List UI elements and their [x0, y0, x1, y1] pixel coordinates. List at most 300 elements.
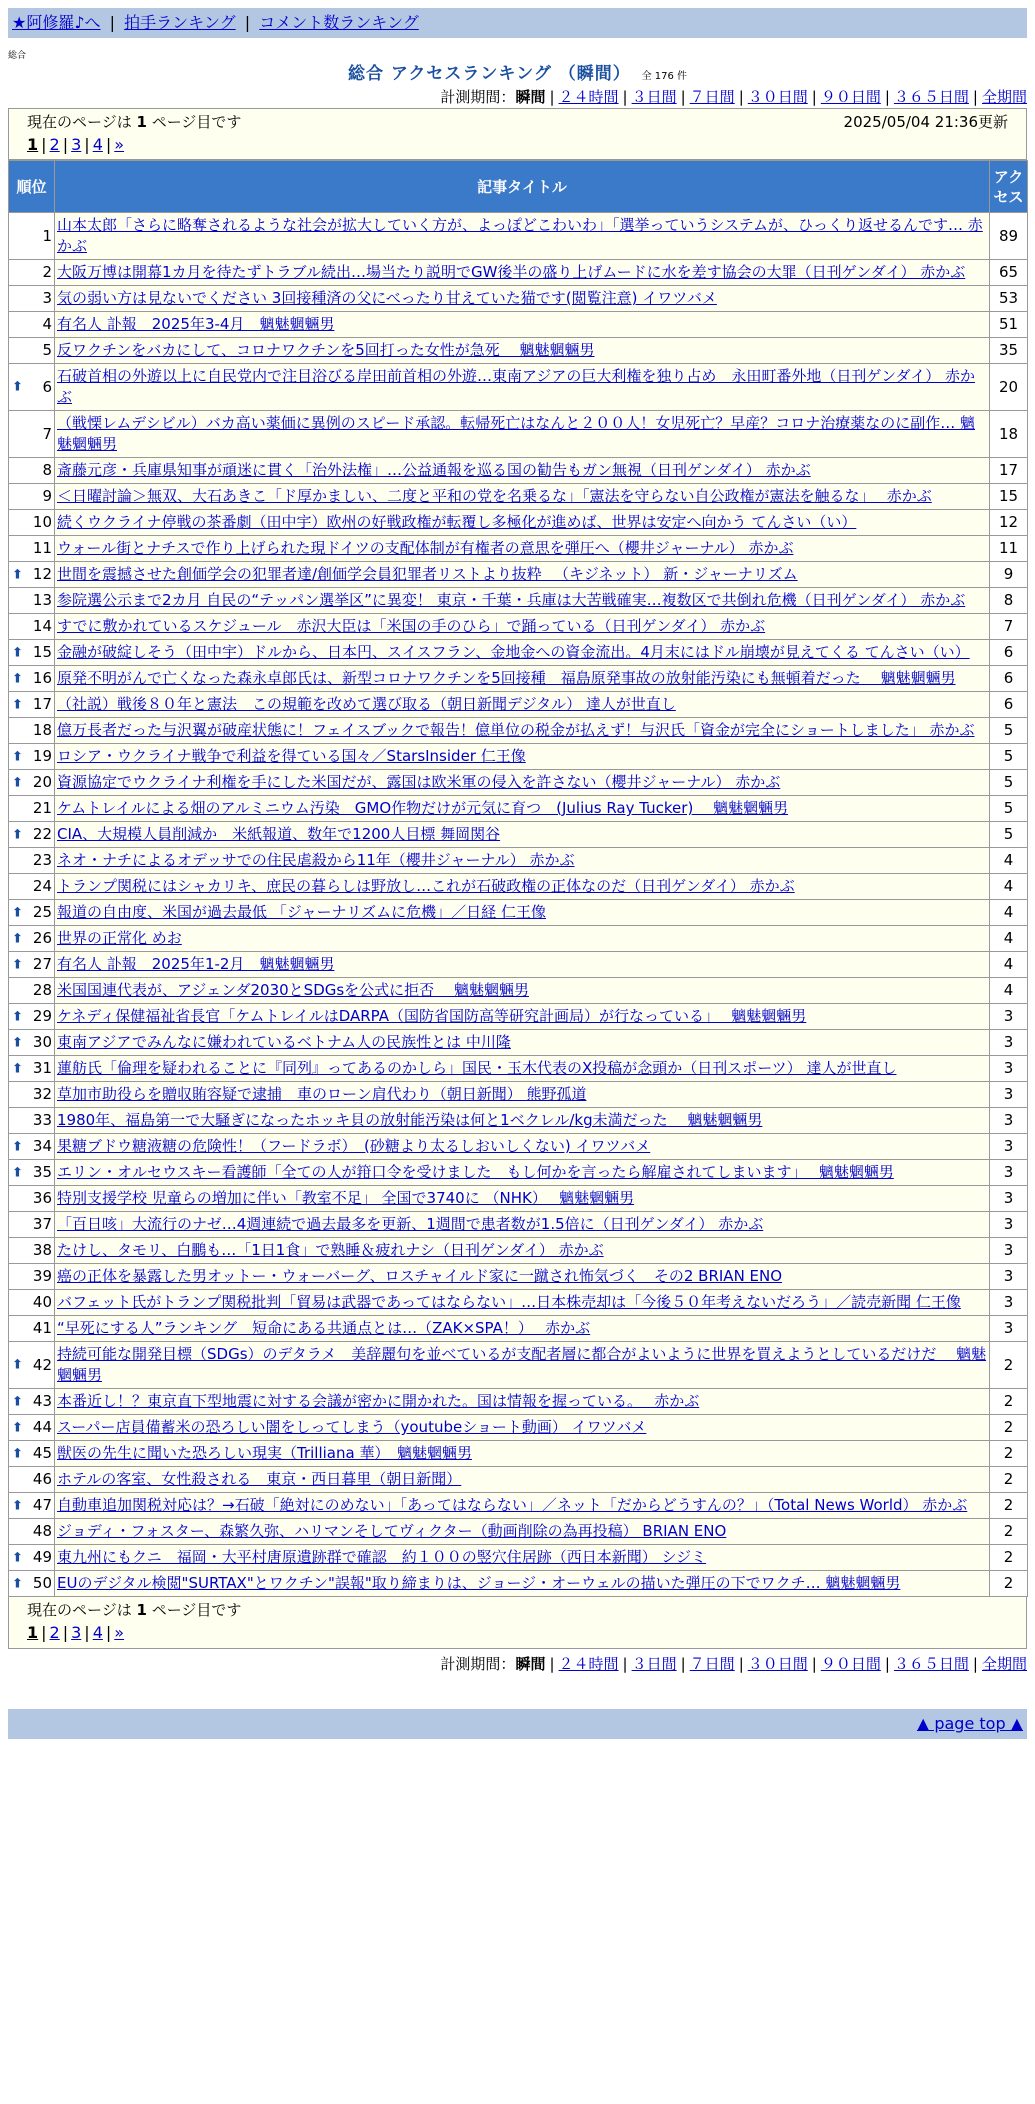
rank-cell — [9, 1415, 55, 1441]
access-count: 3 — [990, 1186, 1028, 1212]
rank-cell — [9, 364, 55, 411]
page-link[interactable]: 2 — [49, 1623, 60, 1642]
title-cell — [55, 1467, 990, 1493]
article-title-link[interactable]: “早死にする人”ランキング 短命にある共通点とは…（ZAK×SPA！） 赤かぶ — [57, 1319, 591, 1337]
rank-up-arrow-icon: ⬆ — [12, 1420, 23, 1435]
rank-number: 18 — [32, 721, 52, 739]
period-separator: | — [738, 88, 744, 106]
page-link[interactable]: 2 — [49, 135, 60, 154]
title-cell — [55, 1134, 990, 1160]
table-row — [9, 286, 1028, 312]
rank-cell — [9, 1030, 55, 1056]
table-row — [9, 1290, 1028, 1316]
table-row — [9, 770, 1028, 796]
rank-up-arrow-icon: ⬆ — [12, 1394, 23, 1409]
rank-up-arrow-icon: ⬆ — [12, 1165, 23, 1180]
table-row — [9, 312, 1028, 338]
rank-number: 47 — [32, 1496, 52, 1514]
period-selector-top — [0, 86, 1027, 108]
rank-cell — [9, 458, 55, 484]
access-count: 2 — [990, 1441, 1028, 1467]
period-option-link[interactable]: ２４時間 — [558, 1655, 619, 1673]
table-row — [9, 1264, 1028, 1290]
table-row — [9, 536, 1028, 562]
rank-cell — [9, 510, 55, 536]
article-title-link[interactable]: ケムトレイルによる畑のアルミニウム汚染 GMO作物だけが元気に育つ (Julius Ray Tucker) 魑魅魍魎男 — [57, 799, 789, 817]
updated-timestamp: 2025/05/04 21:36更新 — [843, 113, 1008, 131]
rank-number: 20 — [32, 773, 52, 791]
rank-number: 8 — [42, 461, 52, 479]
rank-cell — [9, 338, 55, 364]
title-cell — [55, 666, 990, 692]
article-title-link[interactable]: 億万長者だった与沢翼が破産状態に！フェイスブックで報告！億単位の税金が払えず！与沢氏「資金が完全にショートしました」 赤かぶ — [57, 721, 975, 739]
article-title-link[interactable]: ネオ・ナチによるオデッサでの住民虐殺から11年（櫻井ジャーナル） 赤かぶ — [57, 851, 575, 869]
table-row — [9, 796, 1028, 822]
article-title-link[interactable]: 金融が破綻しそう（田中宇）ドルから、日本円、スイスフラン、金地金への資金流出。4月末にはドル崩壊が見えてくる てんさい（い） — [57, 643, 970, 661]
access-count: 3 — [990, 1264, 1028, 1290]
rank-up-arrow-icon: ⬆ — [12, 645, 23, 660]
article-title-link[interactable]: 蓮舫氏「倫理を疑われることに『同列』ってあるのかしら」国民・玉木代表のX投稿が念頭か（日刊スポーツ） 達人が世直し — [57, 1059, 897, 1077]
rank-up-arrow-icon: ⬆ — [12, 1550, 23, 1565]
article-title-link[interactable]: 続くウクライナ停戦の茶番劇（田中宇）欧州の好戦政権が転覆し多極化が進めば、世界は安定へ向かう てんさい（い） — [57, 513, 857, 531]
rank-number: 29 — [32, 1007, 52, 1025]
period-option-link[interactable]: ３０日間 — [747, 1655, 808, 1673]
footer-bar — [8, 1709, 1027, 1739]
next-page-link[interactable]: » — [114, 1623, 125, 1642]
page-separator: | — [41, 135, 47, 154]
rank-number: 22 — [32, 825, 52, 843]
article-title-link[interactable]: 果糖ブドウ糖液糖の危険性！（フードラボ） (砂糖より太るしおいしくない) イワツバメ — [57, 1137, 651, 1155]
period-option-link[interactable]: ２４時間 — [558, 88, 619, 106]
article-title-link[interactable]: 大阪万博は開幕1カ月を待たずトラブル続出…場当たり説明でGW後半の盛り上げムードに水を差す協会の大罪（日刊ゲンダイ） 赤かぶ — [57, 263, 966, 281]
article-title-link[interactable]: 反ワクチンをバカにして、コロナワクチンを5回打った女性が急死 魑魅魍魎男 — [57, 341, 595, 359]
rank-up-arrow-icon: ⬆ — [12, 1139, 23, 1154]
rank-number: 1 — [42, 226, 52, 245]
access-count: 51 — [990, 312, 1028, 338]
rank-up-arrow-icon: ⬆ — [12, 775, 23, 790]
period-separator: | — [884, 1655, 890, 1673]
table-row — [9, 1415, 1028, 1441]
period-option-link[interactable]: 全期間 — [981, 1655, 1027, 1673]
article-title-link[interactable]: 斎藤元彦・兵庫県知事が頑迷に貫く「治外法権」…公益通報を巡る国の勧告もガン無視（日刊ゲンダイ） 赤かぶ — [57, 461, 811, 479]
access-count: 6 — [990, 640, 1028, 666]
table-row — [9, 1108, 1028, 1134]
rank-up-arrow-icon: ⬆ — [12, 749, 23, 764]
rank-up-arrow-icon: ⬆ — [12, 1035, 23, 1050]
access-count: 3 — [990, 1290, 1028, 1316]
rank-number: 45 — [32, 1444, 52, 1462]
page-separator: | — [105, 135, 112, 154]
rank-cell — [9, 1134, 55, 1160]
rank-cell — [9, 822, 55, 848]
article-title-link[interactable]: 東九州にもクニ 福岡・大平村唐原遺跡群で確認 約１００の竪穴住居跡（西日本新聞） シジミ — [57, 1548, 707, 1566]
rank-number: 38 — [32, 1241, 52, 1259]
rank-number: 28 — [32, 981, 52, 999]
period-separator: | — [811, 1655, 817, 1673]
title-cell — [55, 562, 990, 588]
title-cell — [55, 213, 990, 260]
rank-cell — [9, 1441, 55, 1467]
article-title-link[interactable]: すでに敷かれているスケジュール 赤沢大臣は「米国の手のひら」で踊っている（日刊ゲンダイ） 赤かぶ — [57, 617, 766, 635]
rank-number: 48 — [32, 1522, 52, 1540]
access-count: 4 — [990, 978, 1028, 1004]
rank-cell — [9, 692, 55, 718]
rank-cell — [9, 562, 55, 588]
page-separator: | — [84, 135, 90, 154]
period-option-link[interactable]: ３６５日間 — [893, 88, 969, 106]
rank-cell — [9, 1108, 55, 1134]
title-cell — [55, 1004, 990, 1030]
title-cell — [55, 770, 990, 796]
rank-cell — [9, 1264, 55, 1290]
ranking-table — [8, 160, 1028, 1597]
rank-cell — [9, 312, 55, 338]
article-title-link[interactable]: 有名人 訃報 2025年1-2月 魑魅魍魎男 — [57, 955, 335, 973]
access-count: 3 — [990, 1212, 1028, 1238]
rank-up-arrow-icon: ⬆ — [12, 671, 23, 686]
page-links — [27, 133, 1008, 157]
article-title-link[interactable]: 世界の正常化 めお — [57, 929, 182, 947]
title-cell — [55, 1030, 990, 1056]
rank-number: 5 — [42, 341, 52, 359]
access-count: 5 — [990, 770, 1028, 796]
rank-cell — [9, 1316, 55, 1342]
access-count: 3 — [990, 1108, 1028, 1134]
column-header-access: アクセス — [990, 161, 1028, 213]
page-status: 現在のページは 1 ページ目です — [27, 1601, 242, 1619]
rank-number: 46 — [32, 1470, 52, 1488]
period-separator: | — [680, 88, 686, 106]
table-row — [9, 1082, 1028, 1108]
article-title-link[interactable]: 草加市助役らを贈収賄容疑で逮捕 車のローン肩代わり（朝日新聞） 熊野孤道 — [57, 1085, 587, 1103]
rank-cell — [9, 1342, 55, 1389]
table-row — [9, 1056, 1028, 1082]
article-title-link[interactable]: スーパー店員備蓄米の恐ろしい闇をしってしまう（youtubeショート動画） イワツバメ — [57, 1418, 647, 1436]
rank-number: 27 — [32, 955, 52, 973]
period-label: 計測期間： — [440, 1655, 516, 1673]
table-row — [9, 1493, 1028, 1519]
title-cell — [55, 848, 990, 874]
article-title-link[interactable]: 獣医の先生に聞いた恐ろしい現実（Trilliana 華） 魑魅魍魎男 — [57, 1444, 472, 1462]
access-count: 2 — [990, 1467, 1028, 1493]
article-title-link[interactable]: 持続可能な開発目標（SDGs）のデタラメ 美辞麗句を並べているが支配者層に都合がよいように世界を買えようとしているだけだ 魑魅魍魎男 — [57, 1345, 987, 1384]
rank-number: 16 — [32, 669, 52, 687]
title-cell — [55, 1238, 990, 1264]
article-title-link[interactable]: CIA、大規模人員削減か 米紙報道、数年で1200人目標 舞岡関谷 — [57, 825, 501, 843]
title-cell — [55, 1441, 990, 1467]
category-label: 総合 — [8, 51, 27, 61]
access-count: 2 — [990, 1389, 1028, 1415]
table-row — [9, 1186, 1028, 1212]
table-row — [9, 1467, 1028, 1493]
period-separator: | — [972, 1655, 978, 1673]
access-count: 2 — [990, 1571, 1028, 1597]
table-row — [9, 1545, 1028, 1571]
page-link[interactable]: 3 — [71, 135, 82, 154]
title-cell — [55, 1316, 990, 1342]
period-option-link[interactable]: ９０日間 — [820, 88, 881, 106]
period-option-link[interactable]: ３６５日間 — [893, 1655, 969, 1673]
article-title-link[interactable]: 「百日咳」大流行のナゼ…4週連続で過去最多を更新、1週間で患者数が1.5倍に（日刊ゲンダイ） 赤かぶ — [57, 1215, 764, 1233]
nav-separator: | — [244, 13, 251, 32]
rank-cell — [9, 1467, 55, 1493]
access-count: 5 — [990, 796, 1028, 822]
article-title-link[interactable]: ジョディ・フォスター、森繁久弥、ハリマンそしてヴィクター（動画削除の為再投稿） BRIAN ENO — [57, 1522, 727, 1540]
nav-separator: | — [109, 13, 116, 32]
current-page: 1 — [27, 135, 39, 154]
article-title-link[interactable]: 石破首相の外遊以上に自民党内で注目浴びる岸田前首相の外遊…東南アジアの巨大利権を独り占め 永田町番外地（日刊ゲンダイ） 赤かぶ — [57, 367, 975, 406]
article-title-link[interactable]: 特別支援学校 児童らの増加に伴い「教室不足」 全国で3740に （NHK） 魑魅魍魎男 — [57, 1189, 635, 1207]
article-title-link[interactable]: エリン・オルセウスキー看護師「全ての人が箝口令を受けました もし何かを言ったら解雇されてしまいます」 魑魅魍魎男 — [57, 1163, 894, 1181]
article-title-link[interactable]: 東南アジアでみんなに嫌われているベトナム人の民族性とは 中川隆 — [57, 1033, 511, 1051]
title-cell — [55, 744, 990, 770]
title-cell — [55, 718, 990, 744]
article-title-link[interactable]: 参院選公示まで2カ月 自民の“テッパン選挙区”に異変！ 東京・千葉・兵庫は大苦戦確実…複数区で共倒れ危機（日刊ゲンダイ） 赤かぶ — [57, 591, 966, 609]
rank-number: 43 — [32, 1392, 52, 1410]
rank-cell — [9, 1290, 55, 1316]
table-row — [9, 744, 1028, 770]
period-option-link[interactable]: ７日間 — [689, 88, 735, 106]
access-count: 3 — [990, 1134, 1028, 1160]
access-count: 2 — [990, 1493, 1028, 1519]
article-title-link[interactable]: 世間を震撼させた創価学会の犯罪者達/創価学会員犯罪者リストより抜粋 （キジネット） 新・ジャーナリズム — [57, 565, 798, 583]
table-row — [9, 510, 1028, 536]
rank-cell — [9, 1238, 55, 1264]
rank-cell — [9, 260, 55, 286]
page-separator: | — [62, 135, 69, 154]
rank-number: 44 — [32, 1418, 52, 1436]
access-count: 17 — [990, 458, 1028, 484]
title-cell — [55, 822, 990, 848]
article-title-link[interactable]: （社説）戦後８０年と憲法 この規範を改めて選び取る（朝日新聞デジタル） 達人が世直し — [57, 695, 676, 713]
rank-number: 2 — [42, 263, 52, 281]
title-cell — [55, 1212, 990, 1238]
table-row — [9, 874, 1028, 900]
rank-up-arrow-icon: ⬆ — [12, 379, 23, 395]
article-title-link[interactable]: ウォール街とナチスで作り上げられた現ドイツの支配体制が有権者の意思を弾圧へ（櫻井ジャーナル） 赤かぶ — [57, 539, 794, 557]
article-title-link[interactable]: 資源協定でウクライナ利権を手にした米国だが、露国は欧米軍の侵入を許さない（櫻井ジャーナル） 赤かぶ — [57, 773, 781, 791]
rank-cell — [9, 411, 55, 458]
article-title-link[interactable]: 気の弱い方は見ないでください 3回接種済の父にべったり甘えていた猫です(閲覧注意) イワツバメ — [57, 289, 717, 307]
table-row — [9, 822, 1028, 848]
rank-cell — [9, 286, 55, 312]
rank-number: 33 — [32, 1111, 52, 1129]
title-cell — [55, 1389, 990, 1415]
title-cell — [55, 411, 990, 458]
page-link[interactable]: 4 — [92, 135, 103, 154]
table-row — [9, 213, 1028, 260]
table-row — [9, 1004, 1028, 1030]
page-top-link[interactable]: ▲ page top ▲ — [916, 1714, 1023, 1733]
article-title-link[interactable]: ケネディ保健福祉省長官「ケムトレイルはDARPA（国防省国防高等研究計画局）が行なっている」 魑魅魍魎男 — [57, 1007, 807, 1025]
access-count: 3 — [990, 1056, 1028, 1082]
ranking-title-row — [0, 62, 1035, 86]
rank-number: 13 — [32, 591, 52, 609]
article-title-link[interactable]: 1980年、福島第一で大騒ぎになったホッキ貝の放射能汚染は何と1ベクレル/kg未満だった 魑魅魍魎男 — [57, 1111, 763, 1129]
title-cell — [55, 312, 990, 338]
rank-number: 24 — [32, 877, 52, 895]
table-row — [9, 411, 1028, 458]
table-row — [9, 718, 1028, 744]
period-option-link[interactable]: ３日間 — [631, 88, 677, 106]
table-row — [9, 978, 1028, 1004]
rank-cell — [9, 718, 55, 744]
title-cell — [55, 926, 990, 952]
rank-cell — [9, 614, 55, 640]
title-cell — [55, 692, 990, 718]
article-title-link[interactable]: ロシア・ウクライナ戦争で利益を得ている国々／StarsInsider 仁王像 — [57, 747, 526, 765]
clap-ranking-link[interactable]: 拍手ランキング — [124, 13, 236, 32]
table-row — [9, 952, 1028, 978]
rank-number: 10 — [32, 513, 52, 531]
title-cell — [55, 614, 990, 640]
title-cell — [55, 978, 990, 1004]
table-row — [9, 614, 1028, 640]
page-separator: | — [41, 1623, 47, 1642]
article-title-link[interactable]: ＜日曜討論＞無双、大石あきこ「ド厚かましい、二度と平和の党を名乗るな」「憲法を守らない自公政権が憲法を触るな」 赤かぶ — [57, 487, 932, 505]
article-title-link[interactable]: 原発不明がんで亡くなった森永卓郎氏は、新型コロナワクチンを5回接種 福島原発事故の放射能汚染にも無頓着だった 魑魅魍魎男 — [57, 669, 956, 687]
page-link[interactable]: 3 — [71, 1623, 82, 1642]
period-option-link[interactable]: ７日間 — [689, 1655, 735, 1673]
period-option-link[interactable]: ９０日間 — [820, 1655, 881, 1673]
access-count: 5 — [990, 744, 1028, 770]
table-row — [9, 338, 1028, 364]
rank-cell — [9, 1186, 55, 1212]
title-cell — [55, 1056, 990, 1082]
access-count: 18 — [990, 411, 1028, 458]
rank-cell — [9, 588, 55, 614]
page-link[interactable]: 4 — [92, 1623, 103, 1642]
rank-number: 35 — [32, 1163, 52, 1181]
table-row — [9, 666, 1028, 692]
rank-number: 37 — [32, 1215, 52, 1233]
title-cell — [55, 1519, 990, 1545]
title-cell — [55, 1571, 990, 1597]
article-title-link[interactable]: 自動車追加関税対応は？→石破「絶対にのめない」「あってはならない」／ネット「だからどうすんの？」（Total News World） 赤かぶ — [57, 1496, 968, 1514]
access-count: 4 — [990, 900, 1028, 926]
period-separator: | — [549, 88, 555, 106]
article-title-link[interactable]: 山本太郎「さらに略奪されるような社会が拡大していく方が、よっぽどこわいわ」「選挙っていうシステムが、ひっくり返せるんです… 赤かぶ — [57, 216, 983, 255]
access-count: 89 — [990, 213, 1028, 260]
title-cell — [55, 952, 990, 978]
rank-cell — [9, 1493, 55, 1519]
access-count: 65 — [990, 260, 1028, 286]
page-links — [27, 1621, 1008, 1645]
page-status: 現在のページは 1 ページ目です — [27, 113, 242, 131]
rank-cell — [9, 666, 55, 692]
rank-cell — [9, 978, 55, 1004]
period-separator: | — [680, 1655, 686, 1673]
title-cell — [55, 364, 990, 411]
period-current: 瞬間 — [515, 1655, 546, 1673]
access-count: 6 — [990, 692, 1028, 718]
title-cell — [55, 510, 990, 536]
rank-cell — [9, 900, 55, 926]
period-separator: | — [972, 88, 978, 106]
rank-up-arrow-icon: ⬆ — [12, 1498, 23, 1513]
page-separator: | — [105, 1623, 112, 1642]
table-row — [9, 1342, 1028, 1389]
rank-number: 15 — [32, 643, 52, 661]
title-cell — [55, 484, 990, 510]
rank-number: 31 — [32, 1059, 52, 1077]
rank-cell — [9, 1004, 55, 1030]
article-title-link[interactable]: 有名人 訃報 2025年3-4月 魑魅魍魎男 — [57, 315, 335, 333]
access-count: 15 — [990, 484, 1028, 510]
title-cell — [55, 588, 990, 614]
rank-number: 7 — [42, 424, 52, 443]
access-count: 9 — [990, 562, 1028, 588]
rank-cell — [9, 1519, 55, 1545]
next-page-link[interactable]: » — [114, 135, 125, 154]
rank-number: 21 — [32, 799, 52, 817]
period-option-link[interactable]: ３日間 — [631, 1655, 677, 1673]
access-count: 3 — [990, 1316, 1028, 1342]
title-cell — [55, 260, 990, 286]
title-cell — [55, 1415, 990, 1441]
title-cell — [55, 796, 990, 822]
comment-ranking-link[interactable]: コメント数ランキング — [259, 13, 419, 32]
access-count: 4 — [990, 952, 1028, 978]
table-row — [9, 692, 1028, 718]
rank-number: 4 — [42, 315, 52, 333]
access-count: 5 — [990, 718, 1028, 744]
article-title-link[interactable]: トランプ関税にはシャカリキ、庶民の暮らしは野放し…これが石破政権の正体なのだ（日刊ゲンダイ） 赤かぶ — [57, 877, 795, 895]
access-count: 3 — [990, 1160, 1028, 1186]
access-count: 20 — [990, 364, 1028, 411]
period-option-link[interactable]: ３０日間 — [747, 88, 808, 106]
title-cell — [55, 900, 990, 926]
total-count: 全 176 件 — [641, 71, 688, 82]
title-cell — [55, 1545, 990, 1571]
rank-up-arrow-icon: ⬆ — [12, 957, 23, 972]
title-cell — [55, 536, 990, 562]
article-title-link[interactable]: EUのデジタル検閲"SURTAX"とワクチン"誤報"取り締まりは、ジョージ・オーウェルの描いた弾圧の下でワクチ… 魑魅魍魎男 — [57, 1574, 901, 1592]
rank-number: 14 — [32, 617, 52, 635]
home-link[interactable]: ★阿修羅♪へ — [12, 13, 101, 32]
article-title-link[interactable]: （戦慄レムデシビル）バカ高い薬価に異例のスピード承認。転帰死亡はなんと２００人！女児死亡？早産？コロナ治療薬なのに副作… 魑魅魍魎男 — [57, 414, 975, 453]
access-count: 12 — [990, 510, 1028, 536]
article-title-link[interactable]: バフェット氏がトランプ関税批判「貿易は武器であってはならない」…日本株売却は「今後５０年考えないだろう」／読売新聞 仁王像 — [57, 1293, 961, 1311]
table-row — [9, 588, 1028, 614]
period-current: 瞬間 — [515, 88, 546, 106]
article-title-link[interactable]: 本番近し！？東京直下型地震に対する会議が密かに開かれた。国は情報を握っている。 赤かぶ — [57, 1392, 700, 1410]
article-title-link[interactable]: 癌の正体を暴露した男オットー・ウォーバーグ、ロスチャイルド家に一蹴され怖気づく その2 BRIAN ENO — [57, 1267, 783, 1285]
table-row — [9, 640, 1028, 666]
pager-bottom — [8, 1597, 1027, 1649]
rank-number: 17 — [32, 695, 52, 713]
title-cell — [55, 286, 990, 312]
access-count: 4 — [990, 926, 1028, 952]
table-row — [9, 848, 1028, 874]
table-row — [9, 364, 1028, 411]
rank-number: 34 — [32, 1137, 52, 1155]
rank-cell — [9, 796, 55, 822]
access-count: 3 — [990, 1030, 1028, 1056]
period-option-link[interactable]: 全期間 — [981, 88, 1027, 106]
title-cell — [55, 874, 990, 900]
column-header-rank: 順位 — [9, 161, 55, 213]
access-count: 4 — [990, 848, 1028, 874]
article-title-link[interactable]: ホテルの客室、女性殺される 東京・西日暮里（朝日新聞） — [57, 1470, 462, 1488]
article-title-link[interactable]: たけし、タモリ、白鵬も…「1日1食」で熟睡＆疲れナシ（日刊ゲンダイ） 赤かぶ — [57, 1241, 604, 1259]
article-title-link[interactable]: 報道の自由度、米国が過去最低 「ジャーナリズムに危機」／日経 仁王像 — [57, 903, 546, 921]
article-title-link[interactable]: 米国国連代表が、アジェンダ2030とSDGsを公式に拒否 魑魅魍魎男 — [57, 981, 529, 999]
title-cell — [55, 338, 990, 364]
rank-cell — [9, 536, 55, 562]
pager-top — [8, 108, 1027, 160]
rank-number: 19 — [32, 747, 52, 765]
